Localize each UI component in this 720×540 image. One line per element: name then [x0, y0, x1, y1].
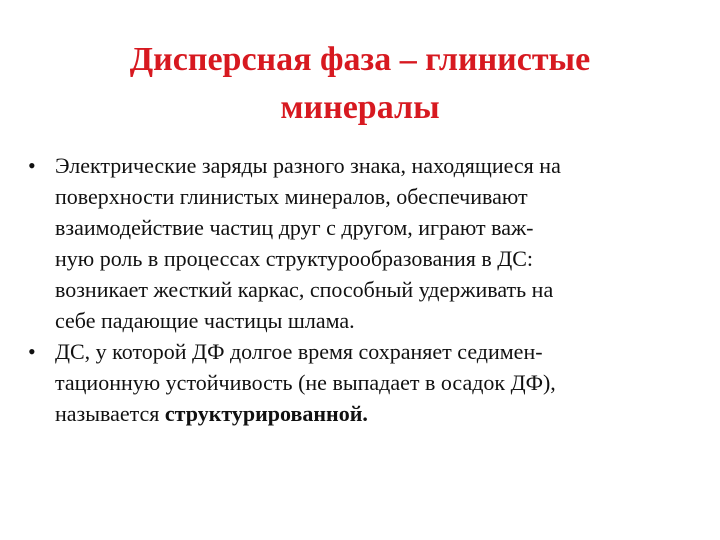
bullet-2-last-line-text: называется: [55, 401, 165, 426]
bullet-1-line-4: ную роль в процессах структурообразования в ДС:: [55, 246, 534, 271]
bullet-item-2: [28, 336, 708, 429]
bullet-2-line-2: тационную устойчивость (не выпадает в осадок ДФ),: [55, 370, 556, 395]
slide-title: [60, 36, 660, 132]
bullet-icon: •: [28, 339, 36, 364]
bullet-1-line-5: возникает жесткий каркас, способный удерживать на: [55, 277, 554, 302]
bullet-1-line-3: взаимодействие частиц друг с другом, играют важ-: [55, 215, 534, 240]
bullet-item-1: [28, 150, 708, 336]
bullet-1-line-2: поверхности глинистых минералов, обеспечивают: [55, 184, 528, 209]
bullet-2-line-1: ДС, у которой ДФ долгое время сохраняет седимен-: [55, 339, 543, 364]
title-line-1: Дисперсная фаза – глинистые: [129, 41, 591, 78]
bullet-2-emphasis: структурированной.: [164, 401, 368, 426]
bullet-1-line-1: Электрические заряды разного знака, находящиеся на: [55, 153, 561, 178]
title-line-2: минералы: [280, 89, 440, 126]
slide-body: [28, 150, 708, 429]
bullet-2-line-3: [55, 398, 708, 429]
bullet-1-line-6: себе падающие частицы шлама.: [55, 308, 355, 333]
bullet-icon: •: [28, 153, 36, 178]
